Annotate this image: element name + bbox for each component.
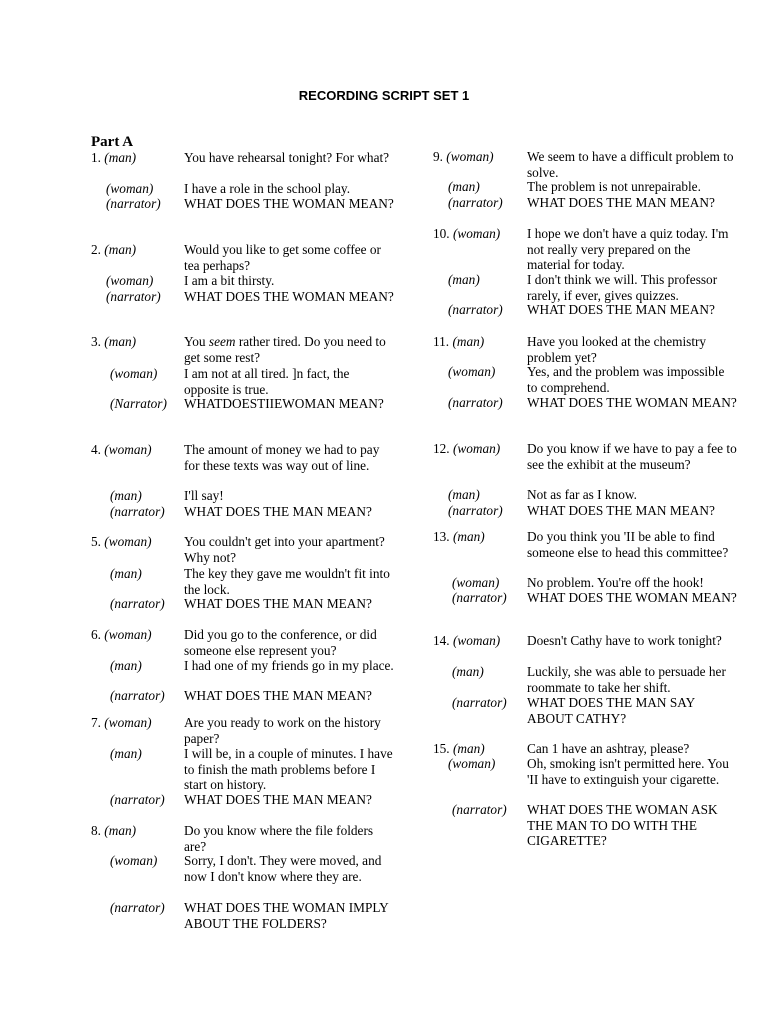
item-8-speaker-1: (woman) [110, 853, 158, 868]
item-7-number: 7. (woman) [91, 715, 152, 730]
item-10-speaker-2: (narrator) [448, 302, 503, 317]
item-13-speaker-2: (narrator) [452, 590, 507, 605]
item-8-line-0-text: Do you know where the file folders are? [184, 823, 374, 854]
item-4-line-0-text: The amount of money we had to pay for these texts was way out of line. [184, 442, 380, 473]
item-6-speaker-2: (narrator) [110, 688, 165, 703]
item-1-speaker-2: (narrator) [106, 196, 161, 211]
item-3-line-0-text: You seem rather tired. Do you need to get some rest? [184, 334, 386, 365]
item-12-line-0-text: Do you know if we have to pay a fee to see the exhibit at the museum? [527, 441, 737, 472]
item-5-line-2-text: WHAT DOES THE MAN MEAN? [184, 596, 372, 611]
item-14-speaker-1: (man) [452, 664, 484, 679]
item-9-line-1-text: The problem is not unrepairable. [527, 179, 701, 194]
item-5-line-1-text: The key they gave me wouldn't fit into the lock. [184, 566, 390, 597]
item-9-speaker-2: (narrator) [448, 195, 503, 210]
item-7-line-0-text: Are you ready to work on the history paper? [184, 715, 381, 746]
item-4-line-1-text: I'll say! [184, 488, 224, 503]
item-13-line-0-text: Do you think you 'II be able to find someone else to head this committee? [527, 529, 729, 560]
item-10-line-1-text: I don't think we will. This professor rarely, if ever, gives quizzes. [527, 272, 718, 303]
item-8-speaker-2: (narrator) [110, 900, 165, 915]
item-9-speaker-1: (man) [448, 179, 480, 194]
item-15-line-1-text: Oh, smoking isn't permitted here. You 'II have to extinguish your cigarette. [527, 756, 729, 787]
item-15-line-0-text: Can 1 have an ashtray, please? [527, 741, 690, 756]
item-14-speaker-2: (narrator) [452, 695, 507, 710]
item-11-number: 11. (man) [433, 334, 485, 349]
item-3-number: 3. (man) [91, 334, 137, 349]
item-15-speaker-1: (woman) [448, 756, 496, 771]
item-11-speaker-1: (woman) [448, 364, 496, 379]
item-2-line-2-text: WHAT DOES THE WOMAN MEAN? [184, 289, 394, 304]
item-13-speaker-1: (woman) [452, 575, 500, 590]
item-15-number: 15. (man) [433, 741, 485, 756]
item-7-speaker-1: (man) [110, 746, 142, 761]
item-6-line-2-text: WHAT DOES THE MAN MEAN? [184, 688, 372, 703]
item-4-speaker-1: (man) [110, 488, 142, 503]
item-6-line-0-text: Did you go to the conference, or did someone else represent you? [184, 627, 377, 658]
item-5-speaker-1: (man) [110, 566, 142, 581]
item-7-speaker-2: (narrator) [110, 792, 165, 807]
item-4-line-2-text: WHAT DOES THE MAN MEAN? [184, 504, 372, 519]
document-title: RECORDING SCRIPT SET 1 [298, 88, 470, 103]
item-13-number: 13. (man) [433, 529, 485, 544]
item-9-line-2-text: WHAT DOES THE MAN MEAN? [527, 195, 715, 210]
item-4-number: 4. (woman) [91, 442, 152, 457]
item-1-line-0-text: You have rehearsal tonight? For what? [184, 150, 390, 165]
part-heading: Part A [91, 134, 134, 150]
item-1-number: 1. (man) [91, 150, 137, 165]
item-2-line-0-text: Would you like to get some coffee or tea perhaps? [184, 242, 381, 273]
item-8-line-2-text: WHAT DOES THE WOMAN IMPLY ABOUT THE FOLDERS? [184, 900, 389, 931]
item-3-line-1-text: I am not at all tired. ]n fact, the opposite is true. [184, 366, 350, 397]
item-5-number: 5. (woman) [91, 534, 152, 549]
item-12-number: 12. (woman) [433, 441, 501, 456]
item-11-line-1-text: Yes, and the problem was impossible to comprehend. [527, 364, 725, 395]
item-12-line-2-text: WHAT DOES THE MAN MEAN? [527, 503, 715, 518]
item-15-line-2-text: WHAT DOES THE WOMAN ASK THE MAN TO DO WITH THE CIGARETTE? [527, 802, 718, 848]
item-10-line-2-text: WHAT DOES THE MAN MEAN? [527, 302, 715, 317]
item-8-line-1-text: Sorry, I don't. They were moved, and now I don't know where they are. [184, 853, 382, 884]
item-6-speaker-1: (man) [110, 658, 142, 673]
item-7-line-1-text: I will be, in a couple of minutes. I have to finish the math problems before I start on history. [184, 746, 393, 792]
item-8-number: 8. (man) [91, 823, 137, 838]
item-11-line-0-text: Have you looked at the chemistry problem yet? [527, 334, 707, 365]
item-3-speaker-2: (Narrator) [110, 396, 167, 411]
item-12-speaker-2: (narrator) [448, 503, 503, 518]
item-14-number: 14. (woman) [433, 633, 501, 648]
item-6-number: 6. (woman) [91, 627, 152, 642]
item-10-number: 10. (woman) [433, 226, 501, 241]
item-14-line-0-text: Doesn't Cathy have to work tonight? [527, 633, 722, 648]
item-1-line-1-text: I have a role in the school play. [184, 181, 351, 196]
item-6-line-1-text: I had one of my friends go in my place. [184, 658, 394, 673]
item-11-speaker-2: (narrator) [448, 395, 503, 410]
item-10-line-0-text: I hope we don't have a quiz today. I'm not really very prepared on the material for today. [527, 226, 729, 272]
item-3-line-2-text: WHATDOESTIIEWOMAN MEAN? [184, 396, 384, 411]
item-4-speaker-2: (narrator) [110, 504, 165, 519]
item-12-speaker-1: (man) [448, 487, 480, 502]
item-9-line-0-text: We seem to have a difficult problem to solve. [527, 149, 734, 180]
item-2-number: 2. (man) [91, 242, 137, 257]
item-1-line-2-text: WHAT DOES THE WOMAN MEAN? [184, 196, 394, 211]
item-2-line-1-text: I am a bit thirsty. [184, 273, 275, 288]
item-13-line-2-text: WHAT DOES THE WOMAN MEAN? [527, 590, 737, 605]
item-14-line-1-text: Luckily, she was able to persuade her roommate to take her shift. [527, 664, 726, 695]
item-5-speaker-2: (narrator) [110, 596, 165, 611]
item-5-line-0-text: You couldn't get into your apartment? Why not? [184, 534, 385, 565]
item-7-line-2-text: WHAT DOES THE MAN MEAN? [184, 792, 372, 807]
item-11-line-2-text: WHAT DOES THE WOMAN MEAN? [527, 395, 737, 410]
item-2-speaker-1: (woman) [106, 273, 154, 288]
item-13-line-1-text: No problem. You're off the hook! [527, 575, 704, 590]
item-1-speaker-1: (woman) [106, 181, 154, 196]
item-3-speaker-1: (woman) [110, 366, 158, 381]
item-12-line-1-text: Not as far as I know. [527, 487, 637, 502]
item-2-speaker-2: (narrator) [106, 289, 161, 304]
item-9-number: 9. (woman) [433, 149, 494, 164]
item-14-line-2-text: WHAT DOES THE MAN SAY ABOUT CATHY? [527, 695, 695, 726]
item-10-speaker-1: (man) [448, 272, 480, 287]
item-15-speaker-2: (narrator) [452, 802, 507, 817]
